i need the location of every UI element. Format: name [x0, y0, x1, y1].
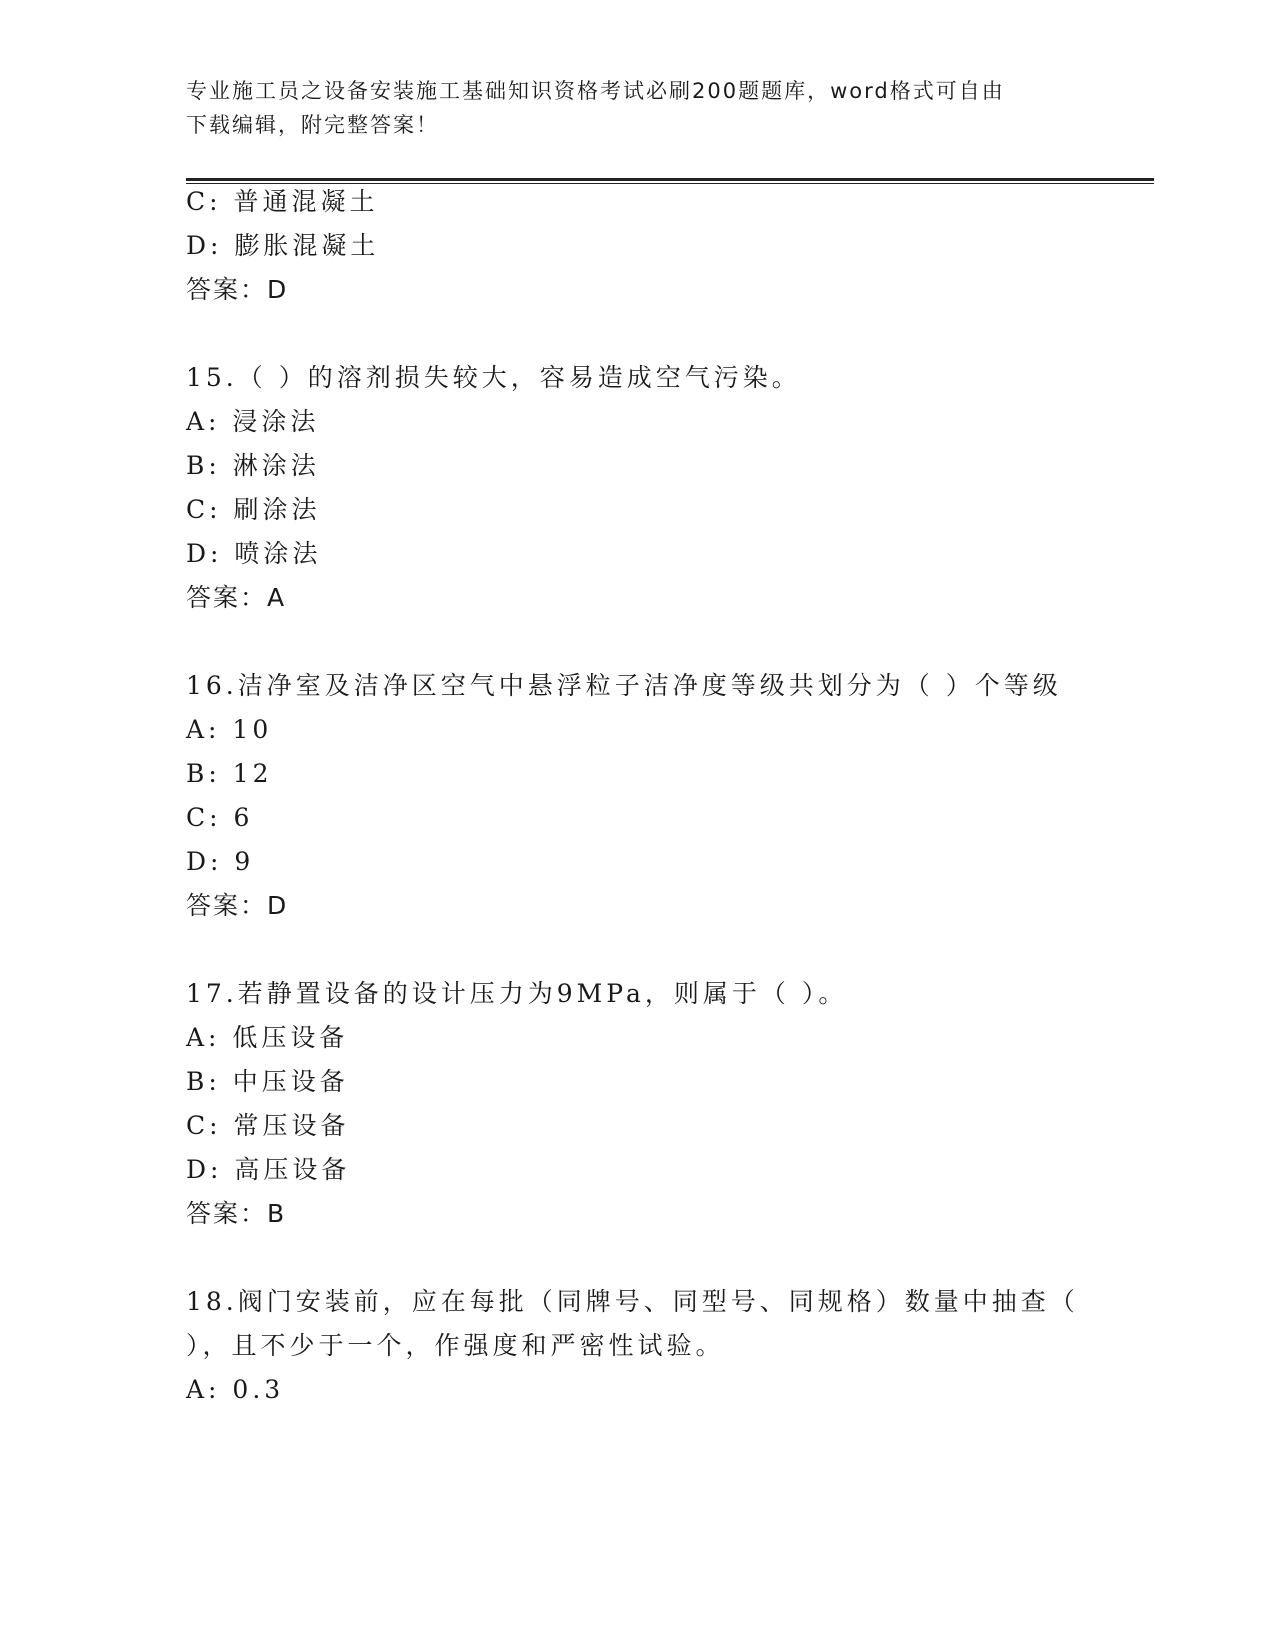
- q16-stem: 16.洁净室及洁净区空气中悬浮粒子洁净度等级共划分为（ ）个等级: [186, 671, 1062, 700]
- q15-stem: 15.（ ）的溶剂损失较大，容易造成空气污染。: [186, 363, 801, 392]
- q18-stem-line-2: ），且不少于一个，作强度和严密性试验。: [186, 1331, 725, 1360]
- document-header: [186, 74, 1066, 142]
- prev-option-c: C: 普通混凝土: [186, 187, 379, 216]
- q16-option-b: B: 12: [186, 759, 273, 788]
- q18-stem-line-1: 18.阀门安装前，应在每批（同牌号、同型号、同规格）数量中抽查（: [186, 1287, 1079, 1316]
- header-divider-thin: [186, 183, 1154, 184]
- header-title-line-2: 下载编辑，附完整答案！: [186, 113, 439, 137]
- q15-option-a: A: 浸涂法: [186, 407, 320, 436]
- q17-option-b: B: 中压设备: [186, 1067, 349, 1096]
- q17-option-c: C: 常压设备: [186, 1111, 350, 1140]
- prev-option-d: D: 膨胀混凝土: [186, 231, 380, 260]
- q15-option-d: D: 喷涂法: [186, 539, 322, 568]
- header-title-line-1: 专业施工员之设备安装施工基础知识资格考试必刷200题题库，word格式可自由: [186, 79, 1005, 103]
- prev-answer: 答案：D: [186, 275, 289, 304]
- q17-option-a: A: 低压设备: [186, 1023, 349, 1052]
- header-divider-thick: [186, 178, 1154, 181]
- q16-answer: 答案：D: [186, 891, 289, 920]
- q17-option-d: D: 高压设备: [186, 1155, 351, 1184]
- q18-option-a: A: 0.3: [186, 1375, 285, 1404]
- q16-option-d: D: 9: [186, 847, 255, 876]
- q17-stem: 17.若静置设备的设计压力为9MPa，则属于（ ）。: [186, 979, 848, 1008]
- q16-option-a: A: 10: [186, 715, 273, 744]
- q15-option-c: C: 刷涂法: [186, 495, 321, 524]
- q16-option-c: C: 6: [186, 803, 254, 832]
- q17-answer: 答案：B: [186, 1199, 287, 1228]
- q15-answer: 答案：A: [186, 583, 287, 612]
- q15-option-b: B: 淋涂法: [186, 451, 320, 480]
